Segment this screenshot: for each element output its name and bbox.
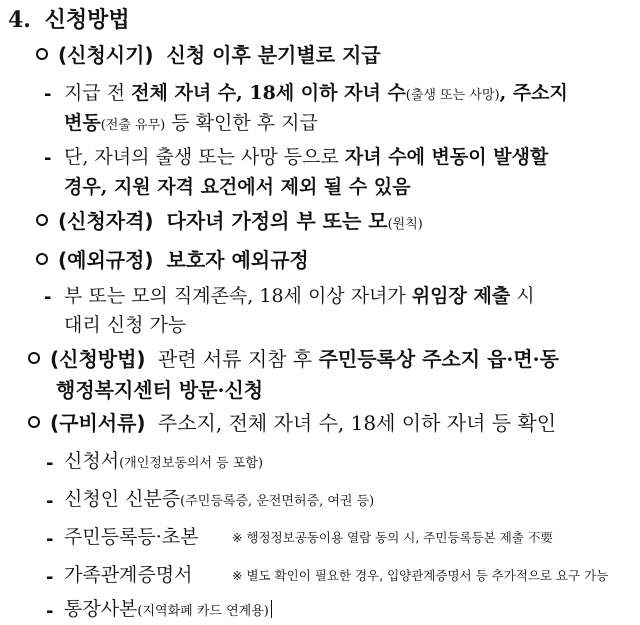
item-method-tag: (신청방법): [50, 347, 146, 371]
list-item: [64, 528, 199, 547]
timing-sub2-line2: 경우, 지원 자격 요건에서 제외 될 수 있음: [64, 176, 411, 198]
item-timing-tag: (신청시기): [58, 43, 154, 67]
document-label: 통장사본: [64, 598, 138, 620]
document-label: 신청서: [64, 450, 120, 472]
document-note: (주민등록증, 운전면허증, 여권 등): [180, 494, 375, 509]
item-exception-text: 보호자 예외규정: [166, 248, 309, 272]
document-label: 신청인 신분증: [64, 488, 181, 510]
timing-sub1-line1: [64, 84, 568, 103]
list-item: [64, 566, 192, 585]
dash-bullet: -: [46, 601, 54, 622]
exception-sub-line1: [64, 287, 535, 306]
section-title: 신청방법: [44, 7, 130, 33]
exception-sub-line2: 대리 신청 가능: [64, 314, 187, 336]
text-emphasis: 자녀 수에 변동이 발생할: [344, 146, 549, 168]
dash-bullet: -: [46, 529, 54, 550]
item-documents-tag: (구비서류): [50, 411, 146, 435]
item-exception-tag: (예외규정): [58, 248, 154, 272]
text-emphasis: , 주소지: [499, 82, 568, 104]
list-item: [64, 452, 263, 471]
item-method-emphasis: 주민등록상 주소지 읍·면·동: [318, 347, 559, 371]
circle-bullet-icon: [28, 416, 40, 428]
document-note: (개인정보동의서 등 포함): [119, 456, 264, 471]
text-emphasis: 변동: [64, 112, 101, 134]
circle-bullet-icon: [36, 253, 48, 265]
document-note: ※ 별도 확인이 필요한 경우, 입양관계증명서 등 추가적으로 요구 가능: [232, 568, 609, 583]
timing-sub1-line2: [64, 114, 318, 133]
item-documents-text: 주소지, 전체 자녀 수, 18세 이하 자녀 등 확인: [157, 411, 557, 435]
item-eligibility-note: (원칙): [387, 217, 423, 232]
item-eligibility-tag: (신청자격): [58, 209, 154, 233]
text-fragment: 지급 전: [64, 82, 132, 104]
dash-bullet: -: [44, 148, 52, 169]
dash-bullet: -: [46, 453, 54, 474]
dash-bullet: -: [46, 491, 54, 512]
item-method-line2: 행정복지센터 방문·신청: [56, 378, 264, 402]
text-fragment: 단, 자녀의 출생 또는 사망 등으로: [64, 146, 345, 168]
circle-bullet-icon: [36, 48, 48, 60]
item-eligibility: [58, 211, 423, 231]
list-item: [64, 600, 272, 619]
timing-sub2-line1: [64, 148, 548, 167]
document-note: (지역화폐 카드 연계용): [137, 604, 269, 619]
document-label: 주민등록등·초본: [64, 526, 199, 548]
section-number: 4.: [8, 7, 31, 33]
list-item: [64, 490, 374, 509]
text-emphasis: 전체 자녀 수, 18세 이하 자녀 수: [131, 82, 406, 104]
text-note: (전출 유무): [100, 118, 166, 133]
text-fragment: 부 또는 모의 직계존속, 18세 이상 자녀가: [64, 285, 412, 307]
item-method: [50, 349, 559, 369]
text-fragment: 등 확인한 후 지급: [165, 112, 318, 134]
text-note: (출생 또는 사망): [405, 88, 500, 103]
item-timing-text: 신청 이후 분기별로 지급: [166, 43, 381, 67]
document-note: ※ 행정정보공동이용 열람 동의 시, 주민등록등본 제출 不要: [232, 530, 553, 545]
section-header: [8, 9, 130, 31]
circle-bullet-icon: [28, 352, 40, 364]
document-label: 가족관계증명서: [64, 564, 193, 586]
text-fragment: 시: [510, 285, 535, 307]
circle-bullet-icon: [36, 214, 48, 226]
item-exception: [58, 250, 309, 270]
dash-bullet: -: [44, 84, 52, 105]
dash-bullet: -: [44, 287, 52, 308]
item-documents: [50, 413, 556, 433]
item-eligibility-text: 다자녀 가정의 부 또는 모: [166, 209, 388, 233]
item-timing: [58, 45, 381, 65]
dash-bullet: -: [46, 567, 54, 588]
item-method-text: 관련 서류 지참 후: [157, 347, 319, 371]
text-emphasis: 위임장 제출: [411, 285, 511, 307]
text-cursor: [271, 600, 272, 618]
